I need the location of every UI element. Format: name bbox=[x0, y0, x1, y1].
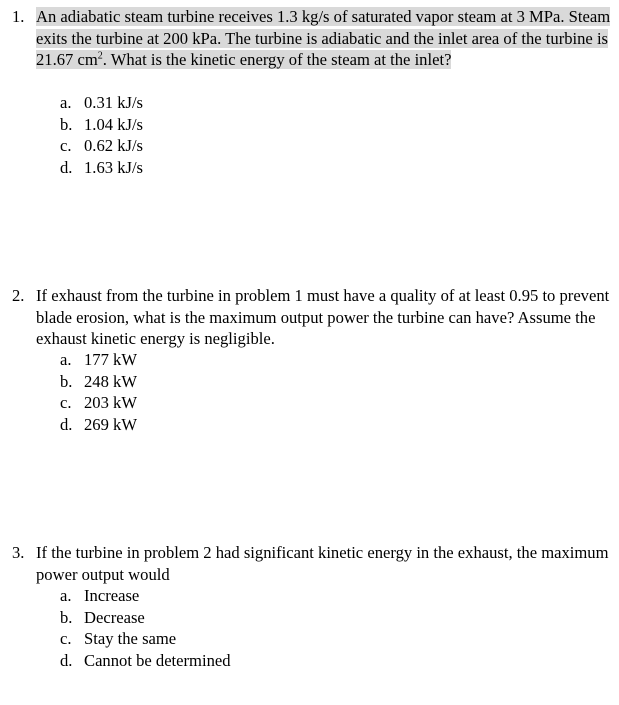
option-text: Increase bbox=[84, 586, 140, 605]
superscript: 2 bbox=[97, 50, 103, 62]
question-number: 2. bbox=[12, 286, 25, 305]
option-text: Stay the same bbox=[84, 629, 177, 648]
option-letter: d. bbox=[60, 414, 73, 434]
option-text: 1.04 kJ/s bbox=[84, 114, 144, 134]
option-text: Cannot be determined bbox=[84, 650, 231, 670]
option-letter: b. bbox=[60, 114, 73, 134]
option-text: 203 kW bbox=[84, 393, 137, 412]
question-text: If exhaust from the turbine in problem 1 must have a quality of at least 0.95 to prevent blade erosion, what is the maximum output power the turbine can have? Assume the exhaust kinetic energy is negligible. bbox=[36, 286, 610, 348]
question-number: 3. bbox=[12, 543, 25, 562]
option-text: 177 kW bbox=[84, 350, 137, 369]
question-text: If the turbine in problem 2 had significant kinetic energy in the exhaust, the maximum power output would bbox=[36, 543, 609, 584]
question-text bbox=[36, 6, 612, 71]
option-letter: a. bbox=[60, 93, 72, 112]
option-letter: d. bbox=[60, 650, 73, 670]
option-letter: a. bbox=[60, 586, 72, 605]
option-text: 248 kW bbox=[84, 371, 137, 391]
option-text: 0.62 kJ/s bbox=[84, 136, 144, 155]
option-letter: b. bbox=[60, 607, 73, 627]
question-number: 1. bbox=[12, 7, 25, 26]
option-letter: d. bbox=[60, 157, 73, 177]
option-letter: c. bbox=[60, 136, 72, 155]
option-letter: c. bbox=[60, 629, 72, 648]
question-text-highlighted: An adiabatic steam turbine receives 1.3 kg/s of saturated vapor steam at 3 MPa. Steam exits the turbine at 200 kPa. The turbine is adiabatic and the inlet area of the turbine is 21.67 $cm^2$. What is the kinetic energy of the steam at the inlet? bbox=[36, 7, 611, 69]
option-text: 1.63 kJ/s bbox=[84, 157, 144, 177]
option-letter: c. bbox=[60, 393, 72, 412]
option-letter: a. bbox=[60, 350, 72, 369]
option-text: Decrease bbox=[84, 607, 145, 627]
option-text: 0.31 kJ/s bbox=[84, 93, 144, 112]
option-text: 269 kW bbox=[84, 414, 137, 434]
option-letter: b. bbox=[60, 371, 73, 391]
